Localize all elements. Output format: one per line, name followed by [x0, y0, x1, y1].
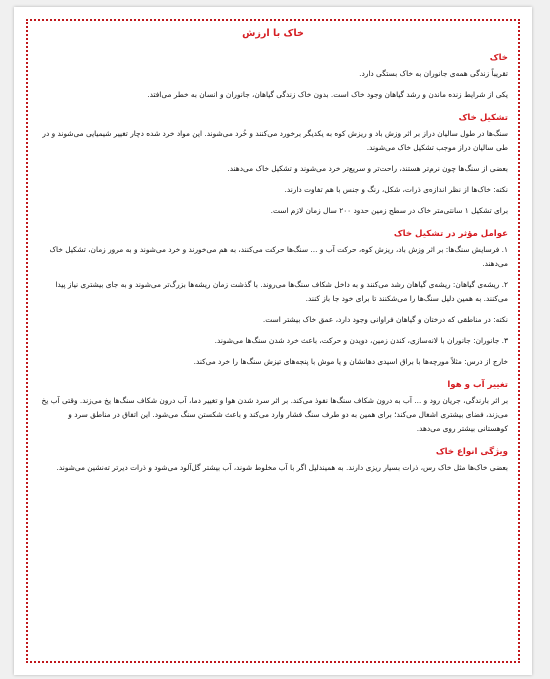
paragraph: یکی از شرایط زنده ماندن و رشد گیاهان وجود خاک است. بدون خاک زندگی گیاهان، جانوران و انسان به خطر می‌افتد. — [147, 90, 508, 99]
paragraph: ۳. جانوران: جانوران با لانه‌سازی، کندن زمین، دویدن و حرکت، باعث خرد شدن سنگ‌ها می‌شوند. — [214, 336, 508, 345]
paragraph: سنگ‌ها در طول سالیان دراز بر اثر وزش باد و ریزش کوه به یکدیگر برخورد می‌کنند و خُرد می‌شوند. این مواد خرد شده دچار تغییر شیمیایی می‌شوند و در طی سالیان دراز موجب تشکیل خاک می‌شوند. — [42, 129, 508, 152]
document-title: خاک با ارزش — [242, 28, 304, 39]
paragraph-note: نکته: خاک‌ها از نظر اندازه‌ی ذرات، شکل، رنگ و جنس با هم تفاوت دارند. — [284, 185, 508, 194]
paragraph: برای تشکیل ۱ سانتی‌متر خاک در سطح زمین حدود ۲۰۰ سال زمان لازم است. — [270, 206, 508, 215]
paragraph: تقریباً زندگی همه‌ی جانوران به خاک بستگی دارد. — [359, 69, 508, 78]
paragraph-note: نکته: در مناطقی که درختان و گیاهان فراوانی وجود دارد، عمق خاک بیشتر است. — [262, 315, 508, 324]
section-heading-soil-types: ویژگی انواع خاک — [435, 447, 508, 457]
document-page — [14, 7, 532, 675]
paragraph: بعضی از سنگ‌ها چون نرم‌تر هستند، راحت‌تر و سریع‌تر خرد می‌شوند و تشکیل خاک می‌دهند. — [227, 164, 508, 173]
section-heading-soil-formation: تشکیل خاک — [458, 113, 508, 123]
document-content — [38, 25, 508, 482]
section-heading-factors: عوامل مؤثر در تشکیل خاک — [393, 229, 508, 239]
paragraph: بعضی خاک‌ها مثل خاک رس، ذرات بسیار ریزی دارند. به همیندلیل اگر با آب مخلوط شوند، آب بیشتر گل‌آلود می‌شود و ذرات دیرتر تەنشین می‌شوند. — [56, 463, 508, 472]
section-heading-weather-change: تغییر آب و هوا — [447, 380, 508, 390]
paragraph: ۲. ریشه‌ی گیاهان: ریشه‌ی گیاهان رشد می‌کنند و به داخل شکاف سنگ‌ها می‌روند. با گذشت زمان ریشه‌ها بزرگ‌تر می‌شوند و به جای بیشتری نیاز پیدا می‌کنند. به همین دلیل سنگ‌ها را می‌شکنند تا برای خود جا باز کنند. — [55, 280, 508, 303]
paragraph: بر اثر بارندگی، جریان رود و ... آب به درون شکاف سنگ‌ها نفوذ می‌کند. بر اثر سرد شدن هوا و تغییر دما، آب درون شکاف سنگ‌ها یخ می‌زند. وقتی آب یخ می‌زند، فضای بیشتری اشغال می‌کند؛ برای همین به دو طرف سنگ فشار وارد می‌کند و باعث شکستن سنگ می‌شود. این اتفاق در مناطق سرد و کوهستانی بیشتر روی می‌دهد. — [41, 396, 508, 433]
section-heading-soil: خاک — [489, 53, 508, 63]
paragraph-extra: خارج از درس: مثلاً مورچه‌ها با براق اسیدی دهانشان و یا موش با پنجه‌های تیزش سنگ‌ها را خرد می‌کند. — [193, 357, 508, 366]
paragraph: ۱. فرسایش سنگ‌ها: بر اثر وزش باد، ریزش کوه، حرکت آب و ... سنگ‌ها حرکت می‌کنند، به هم می‌خورند و خرد می‌شوند و به مرور زمان، تشکیل خاک می‌دهند. — [49, 245, 508, 268]
